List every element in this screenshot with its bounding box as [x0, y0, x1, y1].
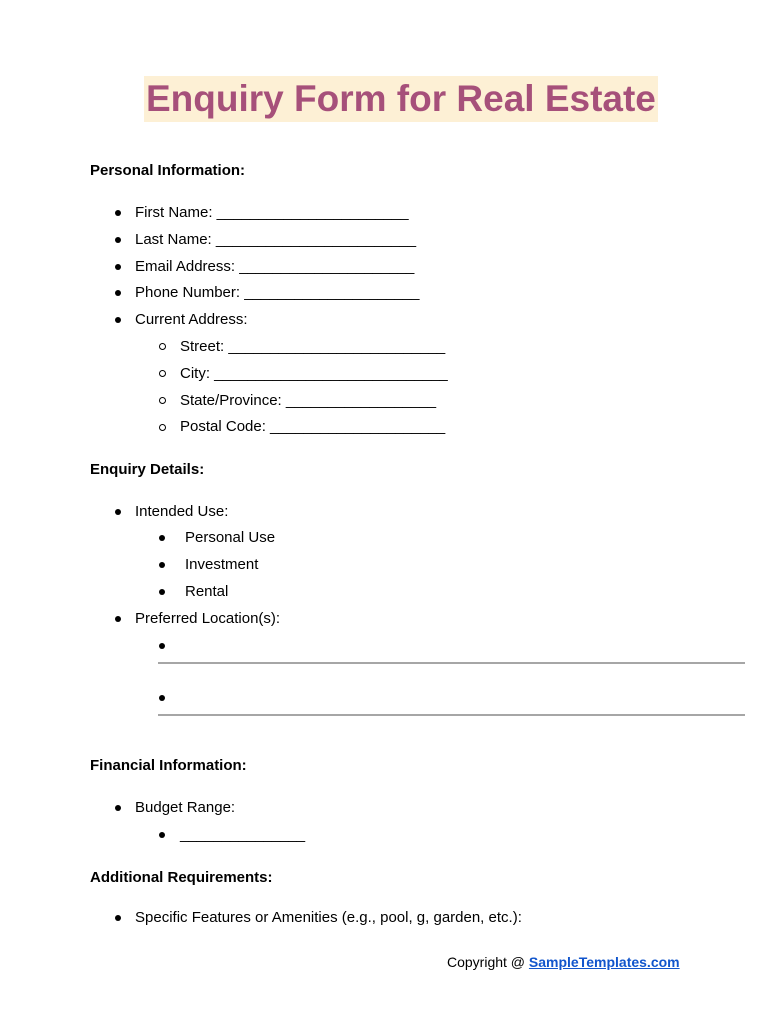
city-field[interactable]: City: ____________________________	[180, 365, 448, 382]
use-option-investment[interactable]: Investment	[185, 556, 259, 573]
bullet-icon	[159, 643, 165, 649]
bullet-icon	[115, 237, 121, 243]
bullet-icon	[115, 805, 121, 811]
preferred-locations-label: Preferred Location(s):	[135, 610, 281, 627]
current-address-label: Current Address:	[135, 311, 248, 328]
bullet-icon	[115, 616, 121, 622]
sampletemplates-link[interactable]: SampleTemplates.com	[528, 954, 680, 970]
copyright-text: Copyright @	[447, 954, 529, 970]
hollow-bullet-icon	[159, 424, 166, 431]
bullet-icon	[115, 290, 121, 296]
first-name-field[interactable]: First Name: _______________________	[135, 204, 409, 221]
hollow-bullet-icon	[159, 397, 166, 404]
intended-use-label: Intended Use:	[135, 503, 229, 520]
state-field[interactable]: State/Province: __________________	[180, 392, 437, 409]
page-title: Enquiry Form for Real Estate	[144, 76, 658, 122]
footer	[447, 954, 680, 970]
bullet-icon	[159, 589, 165, 595]
personal-info-heading: Personal Information:	[90, 162, 246, 179]
bullet-icon	[115, 210, 121, 216]
location-entry-line[interactable]	[158, 662, 745, 664]
bullet-icon	[159, 562, 165, 568]
bullet-icon	[115, 264, 121, 270]
use-option-rental[interactable]: Rental	[185, 583, 229, 600]
budget-field[interactable]: _______________	[180, 826, 306, 843]
financial-info-heading: Financial Information:	[90, 757, 247, 774]
additional-requirements-heading: Additional Requirements:	[90, 869, 273, 886]
hollow-bullet-icon	[159, 370, 166, 377]
location-entry-line[interactable]	[158, 714, 745, 716]
bullet-icon	[115, 317, 121, 323]
bullet-icon	[159, 535, 165, 541]
phone-field[interactable]: Phone Number: _____________________	[135, 284, 420, 301]
use-option-personal[interactable]: Personal Use	[185, 529, 276, 546]
street-field[interactable]: Street: __________________________	[180, 338, 446, 355]
hollow-bullet-icon	[159, 343, 166, 350]
bullet-icon	[159, 832, 165, 838]
email-field[interactable]: Email Address: _____________________	[135, 258, 415, 275]
enquiry-details-heading: Enquiry Details:	[90, 461, 205, 478]
last-name-field[interactable]: Last Name: ________________________	[135, 231, 417, 248]
bullet-icon	[115, 915, 121, 921]
budget-range-label: Budget Range:	[135, 799, 236, 816]
postal-code-field[interactable]: Postal Code: _____________________	[180, 418, 446, 435]
features-label: Specific Features or Amenities (e.g., pool, g, garden, etc.):	[135, 909, 522, 926]
bullet-icon	[159, 695, 165, 701]
bullet-icon	[115, 509, 121, 515]
